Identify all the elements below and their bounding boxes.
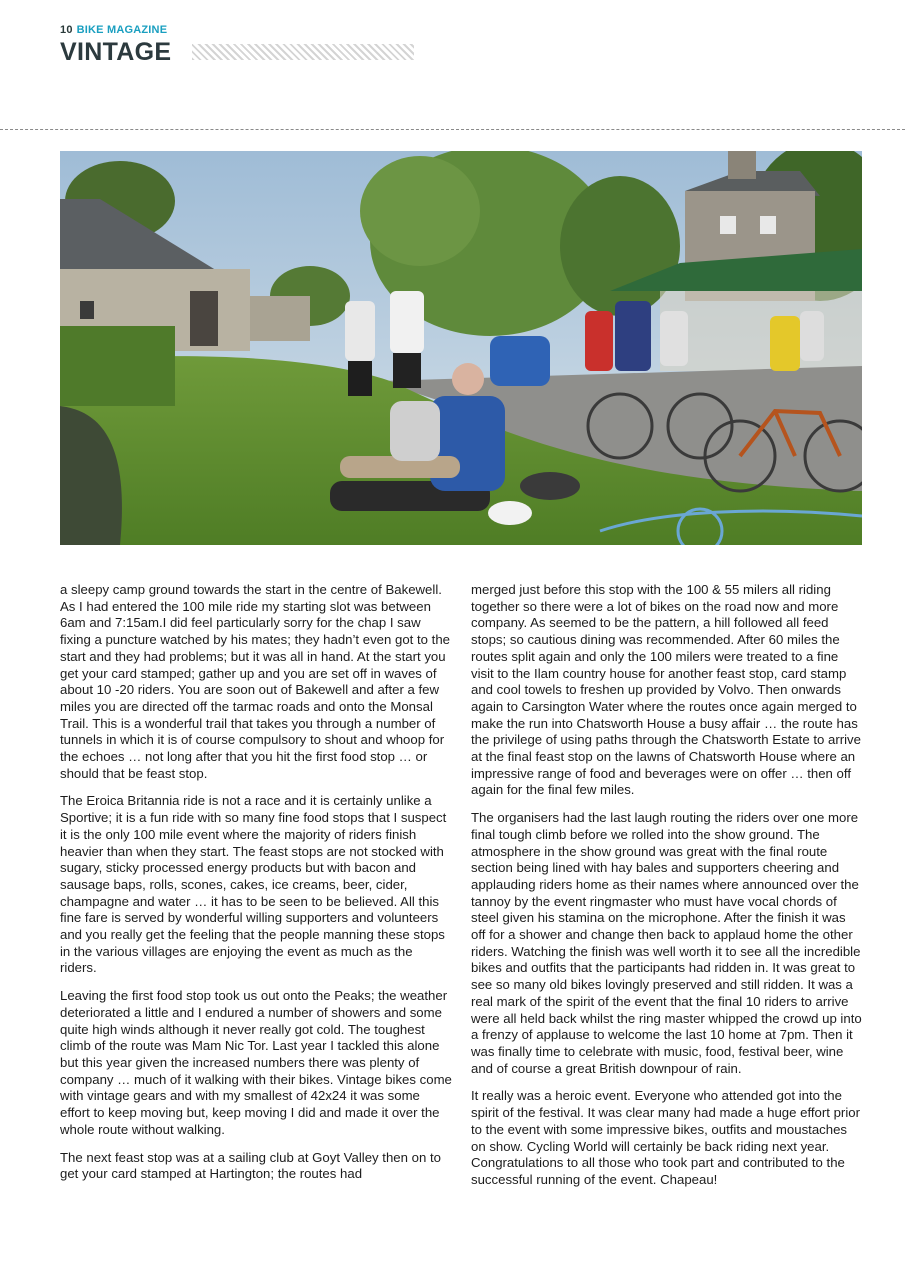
paragraph: a sleepy camp ground towards the start in the centre of Bakewell. As I had entered the 100 mile ride my starting slot was between 6am and 7:15am.I did feel particularly sorry for the chap I saw fixing a puncture watched by his mates; they hadn’t even got to the start and they had problems; but it was all in hand. At the start you get your card stamped; gather up and you are set off in waves of about 10 -20 riders. You are soon out of Bakewell and after a few miles you are directed off the tarmac roads and onto the Monsal Trail. This is a wonderful trail that takes you through a number of tunnels in which it is of course compulsory to shout and whoop for the echoes … not long after that you hit the first food stop … or should that be feast stop. [60, 582, 451, 781]
decorative-hatch-bar [192, 44, 414, 60]
article-photo [60, 151, 862, 545]
dashed-divider [0, 129, 905, 130]
article-column-left [60, 582, 452, 1194]
page-header [60, 20, 167, 38]
magazine-name: BIKE MAGAZINE [76, 24, 168, 36]
paragraph: The next feast stop was at a sailing club at Goyt Valley then on to get your card stamped at Hartington; the routes had [60, 1149, 441, 1182]
article-column-right [471, 582, 863, 1200]
paragraph: Leaving the first food stop took us out onto the Peaks; the weather deteriorated a little and I endured a number of showers and some quite high winds although it never really got cold. The toughest climb of the route was Mam Nic Tor. Last year I tackled this alone but this year given the increased numbers there was plenty of company … much of it walking with their bikes. Vintage bikes come with vintage gears and with my smallest of 42x24 it was some effort to keep moving but, keep moving I did and made it over the whole route without walking. [60, 988, 452, 1137]
paragraph: The Eroica Britannia ride is not a race and it is certainly unlike a Sportive; it is a fun ride with so many fine food stops that I suspect it is the only 100 mile event where the majority of riders finish heavier than when they start. The feast stops are not stocked with sugary, sticky processed energy products but with bacon and sausage baps, rolls, scones, cakes, ice creams, beer, cider, champagne and water … it has to be seen to be believed. All this fine fare is served by wonderful willing supporters and volunteers and you really get the feeling that the people manning these stops in the various villages are enjoying the event as much as the riders. [60, 793, 447, 976]
paragraph: The organisers had the last laugh routing the riders over one more final tough climb before we rolled into the show ground. The atmosphere in the show ground was great with the final route section being lined with hay bales and supporters cheering and applauding riders home as their names where announced over the tannoy by the event ringmaster who must have vocal chords of steel given his stamina on the microphone. After the finish it was off for a shower and change then back to applaud home the other riders. Watching the finish was well worth it to see all the incredible bikes and outfits that the participants had ridden in. It was great to see so many old bikes lovingly preserved and still ridden. It was a real mark of the spirit of the event that the final 10 riders to arrive were all held back whilst the ring master whipped the crowd up into a frenzy of applause to welcome the last 10 home at 7pm. Then it was finally time to celebrate with music, food, festival beer, wine and of course a great British downpour of rain. [471, 810, 862, 1076]
header-kicker [60, 24, 167, 36]
section-title: VINTAGE [60, 38, 172, 66]
page-number: 10 [60, 24, 73, 36]
paragraph: merged just before this stop with the 100 & 55 milers all riding together so there were a lot of bikes on the road now and more company. As seemed to be the pattern, a hill followed all feed stops; so cautious dining was recommended. After 60 miles the routes split again and only the 100 milers were treated to a fine visit to the Ilam country house for another feast stop, card stamp and cool towels to freshen up provided by Volvo. Then onwards again to Carsington Water where the routes once again merged to make the run into Chatsworth House a busy affair … the route has the privilege of using paths through the Chatsworth Estate to arrive at the final feast stop on the lawns of Chatsworth House where an impressive range of food and beverages were on offer … then off again for the final few miles. [471, 582, 861, 798]
paragraph: It really was a heroic event. Everyone who attended got into the spirit of the festival. It was clear many had made a huge effort prior to the event with some impressive bikes, outfits and moustaches on show. Cycling World will certainly be back riding next year. Congratulations to all those who took part and contributed to the successful running of the event. Chapeau! [471, 1088, 860, 1187]
photograph-icon [60, 151, 862, 545]
